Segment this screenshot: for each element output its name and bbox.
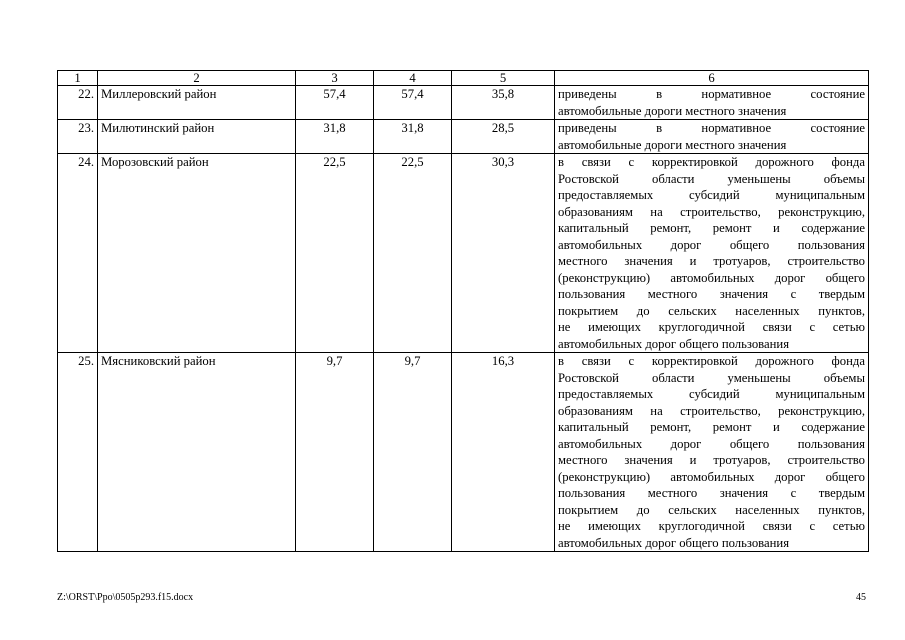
note-line: пользования местного значения с твердым	[558, 287, 865, 301]
value-col-5: 35,8	[452, 86, 555, 120]
note-line: автомобильных дорог общего пользования	[558, 336, 790, 351]
table-row	[58, 86, 869, 120]
row-number: 23.	[58, 120, 98, 154]
district-name: Миллеровский район	[98, 86, 296, 120]
note-line: местного значения и тротуаров, строительство	[558, 254, 865, 268]
header-col-2: 2	[98, 71, 296, 86]
header-col-4: 4	[374, 71, 452, 86]
value-col-4: 31,8	[374, 120, 452, 154]
row-number: 24.	[58, 154, 98, 353]
note-line: покрытием до сельских населенных пунктов,	[558, 502, 865, 517]
note-cell	[555, 120, 869, 154]
value-col-3: 57,4	[296, 86, 374, 120]
footer-file-path: Z:\ORST\Ppo\0505p293.f15.docx	[57, 592, 194, 603]
data-table	[57, 70, 869, 552]
note-line: покрытием до сельских населенных пунктов,	[558, 303, 865, 318]
note-line: автомобильных дорог общего пользования	[558, 436, 865, 451]
header-col-6: 6	[555, 71, 869, 86]
note-line: Ростовской области уменьшены объемы	[558, 171, 865, 186]
note-line: в связи с корректировкой дорожного фонда	[558, 155, 865, 169]
value-col-3: 31,8	[296, 120, 374, 154]
note-line: местного значения и тротуаров, строительство	[558, 453, 865, 467]
note-line: не имеющих круглогодичной связи с сетью	[558, 519, 865, 533]
note-line: в связи с корректировкой дорожного фонда	[558, 354, 865, 368]
value-col-5: 28,5	[452, 120, 555, 154]
value-col-4: 22,5	[374, 154, 452, 353]
header-col-5: 5	[452, 71, 555, 86]
note-line: предоставляемых субсидий муниципальным	[558, 387, 865, 401]
note-line: приведены в нормативное состояние	[558, 87, 865, 101]
note-cell	[555, 353, 869, 552]
note-line: капитальный ремонт, ремонт и содержание	[558, 221, 865, 235]
note-line: образованиям на строительство, реконструкцию,	[558, 403, 865, 418]
district-name: Мясниковский район	[98, 353, 296, 552]
note-line: предоставляемых субсидий муниципальным	[558, 188, 865, 202]
district-name: Морозовский район	[98, 154, 296, 353]
value-col-3: 22,5	[296, 154, 374, 353]
header-col-1: 1	[58, 71, 98, 86]
page-number: 45	[856, 592, 866, 603]
row-number: 25.	[58, 353, 98, 552]
row-number: 22.	[58, 86, 98, 120]
note-line: (реконструкцию) автомобильных дорог общего	[558, 469, 865, 484]
note-cell	[555, 154, 869, 353]
table-row	[58, 120, 869, 154]
note-line: пользования местного значения с твердым	[558, 486, 865, 500]
table-row	[58, 353, 869, 552]
value-col-5: 16,3	[452, 353, 555, 552]
note-line: автомобильных дорог общего пользования	[558, 237, 865, 252]
note-line: автомобильные дороги местного значения	[558, 103, 787, 118]
table-row	[58, 154, 869, 353]
header-row	[58, 71, 869, 86]
value-col-5: 30,3	[452, 154, 555, 353]
note-line: не имеющих круглогодичной связи с сетью	[558, 320, 865, 334]
header-col-3: 3	[296, 71, 374, 86]
district-name: Милютинский район	[98, 120, 296, 154]
note-line: образованиям на строительство, реконструкцию,	[558, 204, 865, 219]
value-col-4: 9,7	[374, 353, 452, 552]
value-col-4: 57,4	[374, 86, 452, 120]
note-line: капитальный ремонт, ремонт и содержание	[558, 420, 865, 434]
note-line: приведены в нормативное состояние	[558, 121, 865, 135]
note-cell	[555, 86, 869, 120]
note-line: Ростовской области уменьшены объемы	[558, 370, 865, 385]
note-line: (реконструкцию) автомобильных дорог общего	[558, 270, 865, 285]
table-body	[58, 86, 869, 552]
note-line: автомобильные дороги местного значения	[558, 137, 787, 152]
value-col-3: 9,7	[296, 353, 374, 552]
note-line: автомобильных дорог общего пользования	[558, 535, 790, 550]
